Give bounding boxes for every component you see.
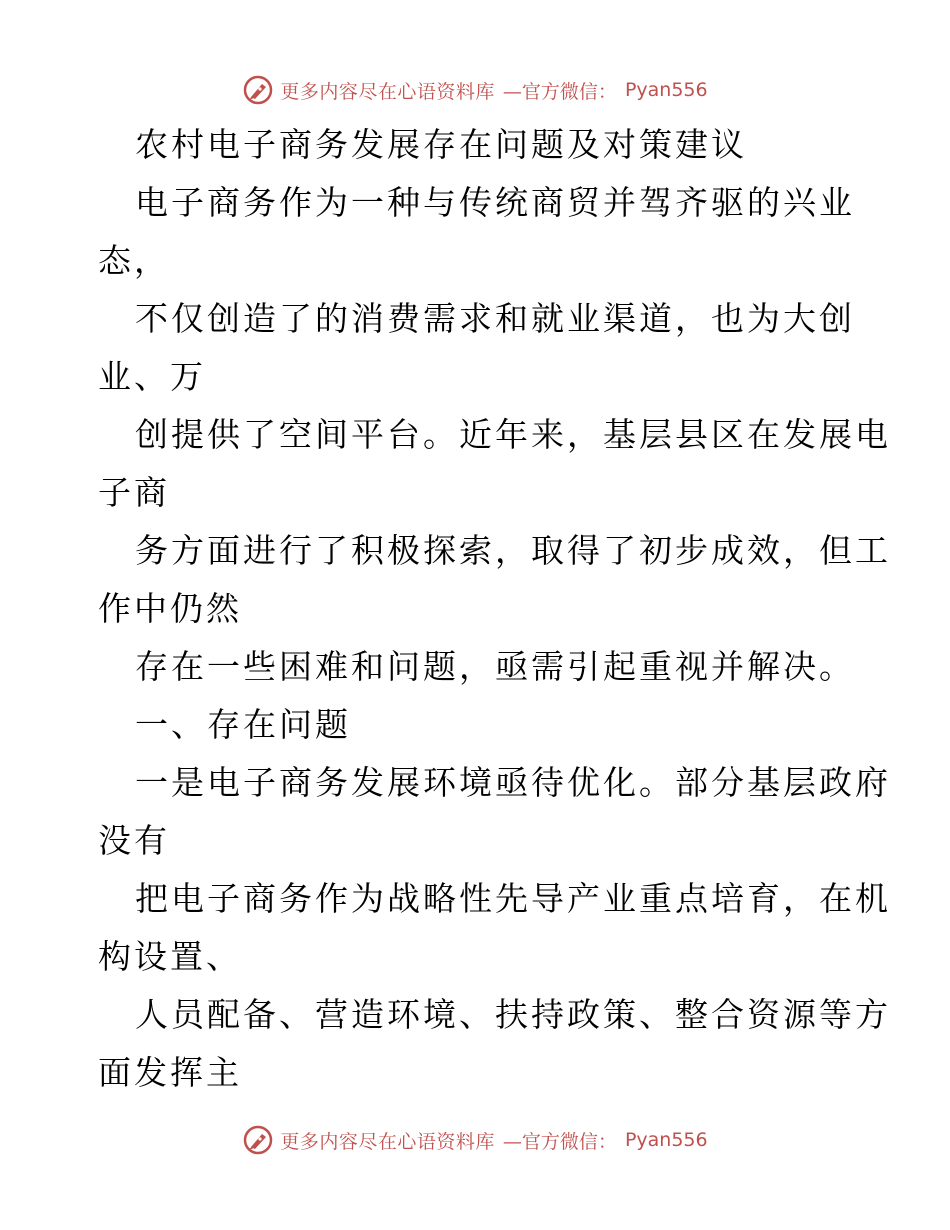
paragraph-line: 创提供了空间平台。近年来，基层县区在发展电 — [135, 415, 891, 454]
paragraph-line: 面发挥主 — [98, 1053, 242, 1092]
document-body — [98, 116, 891, 1102]
paragraph-line: 态， — [98, 241, 170, 280]
watermark-group — [242, 74, 707, 106]
document-title: 农村电子商务发展存在问题及对策建议 — [135, 125, 747, 164]
watermark-group — [242, 1124, 707, 1156]
paragraph-line: 不仅创造了的消费需求和就业渠道，也为大创 — [135, 299, 855, 338]
watermark-separator: —官方微信： — [502, 1130, 617, 1153]
paragraph-line: 存在一些困难和问题，亟需引起重视并解决。 — [135, 647, 855, 686]
footer-watermark — [0, 1122, 950, 1158]
paragraph-line: 构设置、 — [98, 937, 242, 976]
watermark-text: 更多内容尽在心语资料库 — [280, 1130, 495, 1153]
paragraph-line: 人员配备、营造环境、扶持政策、整合资源等方 — [135, 995, 891, 1034]
paragraph-line: 把电子商务作为战略性先导产业重点培育，在机 — [135, 879, 891, 918]
paragraph-line: 业、万 — [98, 357, 206, 396]
section-heading: 一、存在问题 — [135, 705, 351, 744]
pen-nib-logo-icon — [242, 1124, 274, 1156]
watermark-separator: —官方微信： — [502, 80, 617, 103]
paragraph-line: 一是电子商务发展环境亟待优化。部分基层政府 — [135, 763, 891, 802]
header-watermark — [0, 72, 950, 108]
paragraph-line: 没有 — [98, 821, 170, 860]
paragraph-line: 子商 — [98, 473, 170, 512]
watermark-wechat-id: Pyan556 — [624, 1129, 708, 1151]
watermark-text: 更多内容尽在心语资料库 — [280, 80, 495, 103]
watermark-wechat-id: Pyan556 — [624, 79, 708, 101]
paragraph-line: 电子商务作为一种与传统商贸并驾齐驱的兴业 — [135, 183, 855, 222]
paragraph-line: 务方面进行了积极探索，取得了初步成效，但工 — [135, 531, 891, 570]
pen-nib-logo-icon — [242, 74, 274, 106]
paragraph-line: 作中仍然 — [98, 589, 242, 628]
